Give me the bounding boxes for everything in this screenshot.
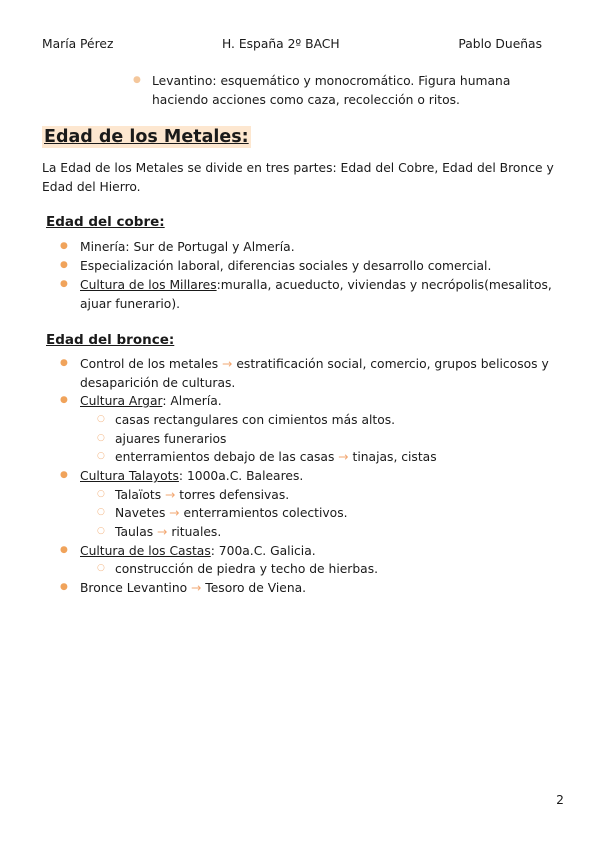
page-number: 2 <box>556 793 564 807</box>
list-item-text: Control de los metales <box>80 357 219 371</box>
sub-list-item-text: construcción de piedra y techo de hierbas. <box>115 562 379 576</box>
culture-label: Cultura Argar <box>80 394 163 408</box>
bullet-icon: ● <box>60 260 68 270</box>
bullet-icon: ● <box>60 395 68 405</box>
list-item-text: Bronce Levantino <box>80 581 188 595</box>
culture-label: Cultura de los Millares <box>80 278 217 292</box>
bullet-icon: ● <box>60 582 68 592</box>
bullet-icon: ● <box>60 470 68 480</box>
sub-list-item-text: tinajas, cistas <box>352 450 437 464</box>
sub-list-item-text: Navetes <box>115 506 166 520</box>
header-course: H. España 2º BACH <box>222 37 340 51</box>
circle-bullet-icon: ○ <box>97 433 105 443</box>
sub-list-item-text: casas rectangulares con cimientos más altos. <box>115 413 396 427</box>
culture-label: Cultura de los Castas <box>80 544 211 558</box>
arrow-right-icon: → <box>191 581 202 595</box>
bullet-icon: ● <box>133 75 141 85</box>
subsection-title-bronce: Edad del bronce: <box>46 332 175 348</box>
header-author-left: María Pérez <box>42 37 114 51</box>
culture-text: : Almería. <box>162 394 222 408</box>
section-title: Edad de los Metales: <box>44 127 249 147</box>
term-text-line2: haciendo acciones como caza, recolección o ritos. <box>152 93 460 107</box>
sub-list-item-text: rituales. <box>171 525 222 539</box>
bullet-icon: ● <box>60 358 68 368</box>
arrow-right-icon: → <box>169 506 180 520</box>
sub-list-item-text: enterramientos debajo de las casas <box>115 450 335 464</box>
term-label: Levantino: <box>152 74 217 88</box>
circle-bullet-icon: ○ <box>97 563 105 573</box>
intro-paragraph-line2: Edad del Hierro. <box>42 180 141 194</box>
culture-text: :muralla, acueducto, viviendas y necrópolis(mesalitos, <box>216 278 552 292</box>
list-item-text: Especialización laboral, diferencias sociales y desarrollo comercial. <box>80 259 492 273</box>
list-item-text: Tesoro de Viena. <box>205 581 307 595</box>
list-item-text-line2: desaparición de culturas. <box>80 376 236 390</box>
list-item-text: Minería: Sur de Portugal y Almería. <box>80 240 295 254</box>
arrow-right-icon: → <box>165 488 176 502</box>
sub-list-item-text: Taulas <box>115 525 154 539</box>
circle-bullet-icon: ○ <box>97 489 105 499</box>
culture-text-line2: ajuar funerario). <box>80 297 181 311</box>
sub-list-item-text: ajuares funerarios <box>115 432 227 446</box>
bullet-icon: ● <box>60 241 68 251</box>
arrow-right-icon: → <box>338 450 349 464</box>
circle-bullet-icon: ○ <box>97 526 105 536</box>
subsection-title-cobre: Edad del cobre: <box>46 214 165 230</box>
sub-list-item-text: Talaïots <box>115 488 162 502</box>
circle-bullet-icon: ○ <box>97 414 105 424</box>
culture-text: : 700a.C. Galicia. <box>210 544 316 558</box>
circle-bullet-icon: ○ <box>97 451 105 461</box>
arrow-right-icon: → <box>222 357 233 371</box>
header-author-right: Pablo Dueñas <box>458 37 542 51</box>
list-item-text: estratificación social, comercio, grupos belicosos y <box>236 357 549 371</box>
circle-bullet-icon: ○ <box>97 507 105 517</box>
culture-text: : 1000a.C. Baleares. <box>178 469 304 483</box>
intro-paragraph-line1: La Edad de los Metales se divide en tres partes: Edad del Cobre, Edad del Bronce y <box>42 161 554 175</box>
bullet-icon: ● <box>60 279 68 289</box>
sub-list-item-text: torres defensivas. <box>179 488 290 502</box>
culture-label: Cultura Talayots <box>80 469 179 483</box>
term-text: esquemático y monocromático. Figura humana <box>220 74 511 88</box>
arrow-right-icon: → <box>157 525 168 539</box>
bullet-icon: ● <box>60 545 68 555</box>
sub-list-item-text: enterramientos colectivos. <box>183 506 348 520</box>
